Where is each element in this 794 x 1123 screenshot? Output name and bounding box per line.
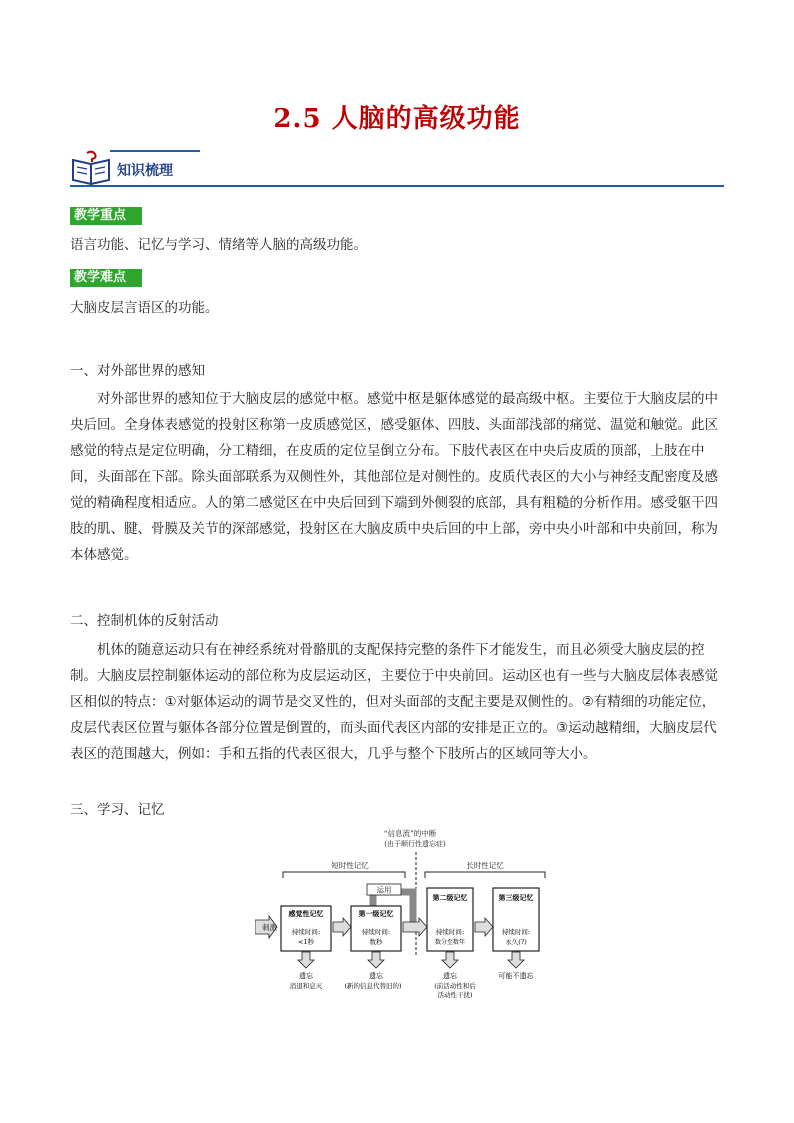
book-icon: [70, 150, 114, 186]
outcome-2-note: (新的信息代替旧的): [344, 982, 402, 990]
box-primary-dur-label: 持续时间:: [361, 928, 391, 936]
difficult-points-tag: 教学难点: [70, 269, 142, 287]
interrupt-label: “信息流”的中断: [383, 829, 437, 838]
box-primary-name: 第一级记忆: [358, 909, 394, 918]
memory-diagram: [255, 826, 555, 1008]
down-arrow-4: [508, 952, 524, 968]
box-secondary-name: 第二级记忆: [432, 893, 468, 902]
header-top-rule: [110, 150, 200, 152]
key-points-text: 语言功能、记忆与学习、情绪等人脑的高级功能。: [70, 237, 367, 253]
page-title: 2.5 人脑的高级功能: [273, 104, 521, 134]
arrow-1-2: [333, 918, 351, 936]
outcome-3-label: 遗忘: [443, 972, 457, 980]
input-label: 刺激: [262, 923, 277, 932]
box-sensory-dur-label: 持续时间:: [291, 928, 321, 936]
long-term-label: 长时性记忆: [466, 861, 504, 870]
outcome-4-label: 可能不遗忘: [498, 972, 534, 980]
outcome-1-note: 消退和息灭: [289, 982, 323, 990]
outcome-3-note: (前活动性和后: [434, 982, 476, 990]
outcome-2-label: 遗忘: [369, 972, 383, 980]
box-primary-dur: 数秒: [369, 938, 383, 946]
arrow-3-4: [475, 918, 493, 936]
section-heading-motor: 二、控制机体的反射活动: [70, 613, 219, 629]
repeat-label: 运用: [376, 885, 392, 895]
down-arrow-2: [368, 952, 384, 968]
long-term-brace: [425, 872, 545, 878]
box-tertiary-dur: 永久(?): [505, 938, 527, 946]
outcome-3-note2: 活动性干扰): [437, 991, 473, 999]
section-header: [70, 148, 724, 190]
box-sensory-dur: <1秒: [297, 938, 315, 946]
box-secondary-dur: 数分至数年: [434, 939, 466, 946]
box-tertiary-dur-label: 持续时间:: [501, 928, 531, 936]
key-points-tag: 教学重点: [70, 207, 142, 225]
section-body-perception: 对外部世界的感知位于大脑皮层的感觉中枢。感觉中枢是躯体感觉的最高级中枢。主要位于大脑皮层的中央后回。全身体表感觉的投射区称第一皮质感觉区，感受躯体、四肢、头面部浅部的痛觉、温觉和触觉。此区感觉的特点是定位明确，分工精细，在皮质的定位呈倒立分布。下肢代表区在中央后皮质的顶部，上肢在中间，头面部在下部。除头面部联系为双侧性外，其他部位是对侧性的。皮质代表区的大小与神经支配密度及感觉的精确程度相适应。人的第二感觉区在中央后回到下端到外侧裂的底部，具有粗糙的分析作用。感受躯干四肢的肌、腱、骨膜及关节的深部感觉，投射区在大脑皮质中央后回的中上部，旁中央小叶部和中央前回，称为本体感觉。: [70, 391, 718, 563]
difficult-points-text: 大脑皮层言语区的功能。: [70, 300, 219, 316]
interrupt-sub: (由于顺行性遗忘症): [384, 840, 446, 848]
box-sensory-name: 感觉性记忆: [288, 909, 324, 918]
section-heading-perception: 一、对外部世界的感知: [70, 363, 205, 379]
down-arrow-1: [298, 952, 314, 968]
box-secondary-dur-label: 持续时间:: [435, 928, 465, 936]
box-tertiary-name: 第三级记忆: [498, 893, 534, 902]
header-rule: [70, 185, 724, 187]
short-term-label: 短时性记忆: [331, 861, 369, 870]
down-arrow-3: [442, 952, 458, 968]
section-body-motor: 机体的随意运动只有在神经系统对骨骼肌的支配保持完整的条件下才能发生，而且必须受大脑皮层的控制。大脑皮层控制躯体运动的部位称为皮层运动区，主要位于中央前回。运动区也有一些与大脑皮层体表感觉区相似的特点：①对躯体运动的调节是交叉性的，但对头面部的支配主要是双侧性的。②有精细的功能定位，皮层代表区位置与躯体各部分位置是倒置的，而头面代表区内部的安排是正立的。③运动越精细，大脑皮层代表区的范围越大，例如：手和五指的代表区很大，几乎与整个下肢所占的区域同等大小。: [70, 642, 718, 762]
section-heading-memory: 三、学习、记忆: [70, 802, 165, 818]
outcome-1-label: 遗忘: [299, 972, 313, 980]
short-term-brace: [283, 872, 405, 878]
section-header-label: 知识梳理: [117, 163, 173, 179]
